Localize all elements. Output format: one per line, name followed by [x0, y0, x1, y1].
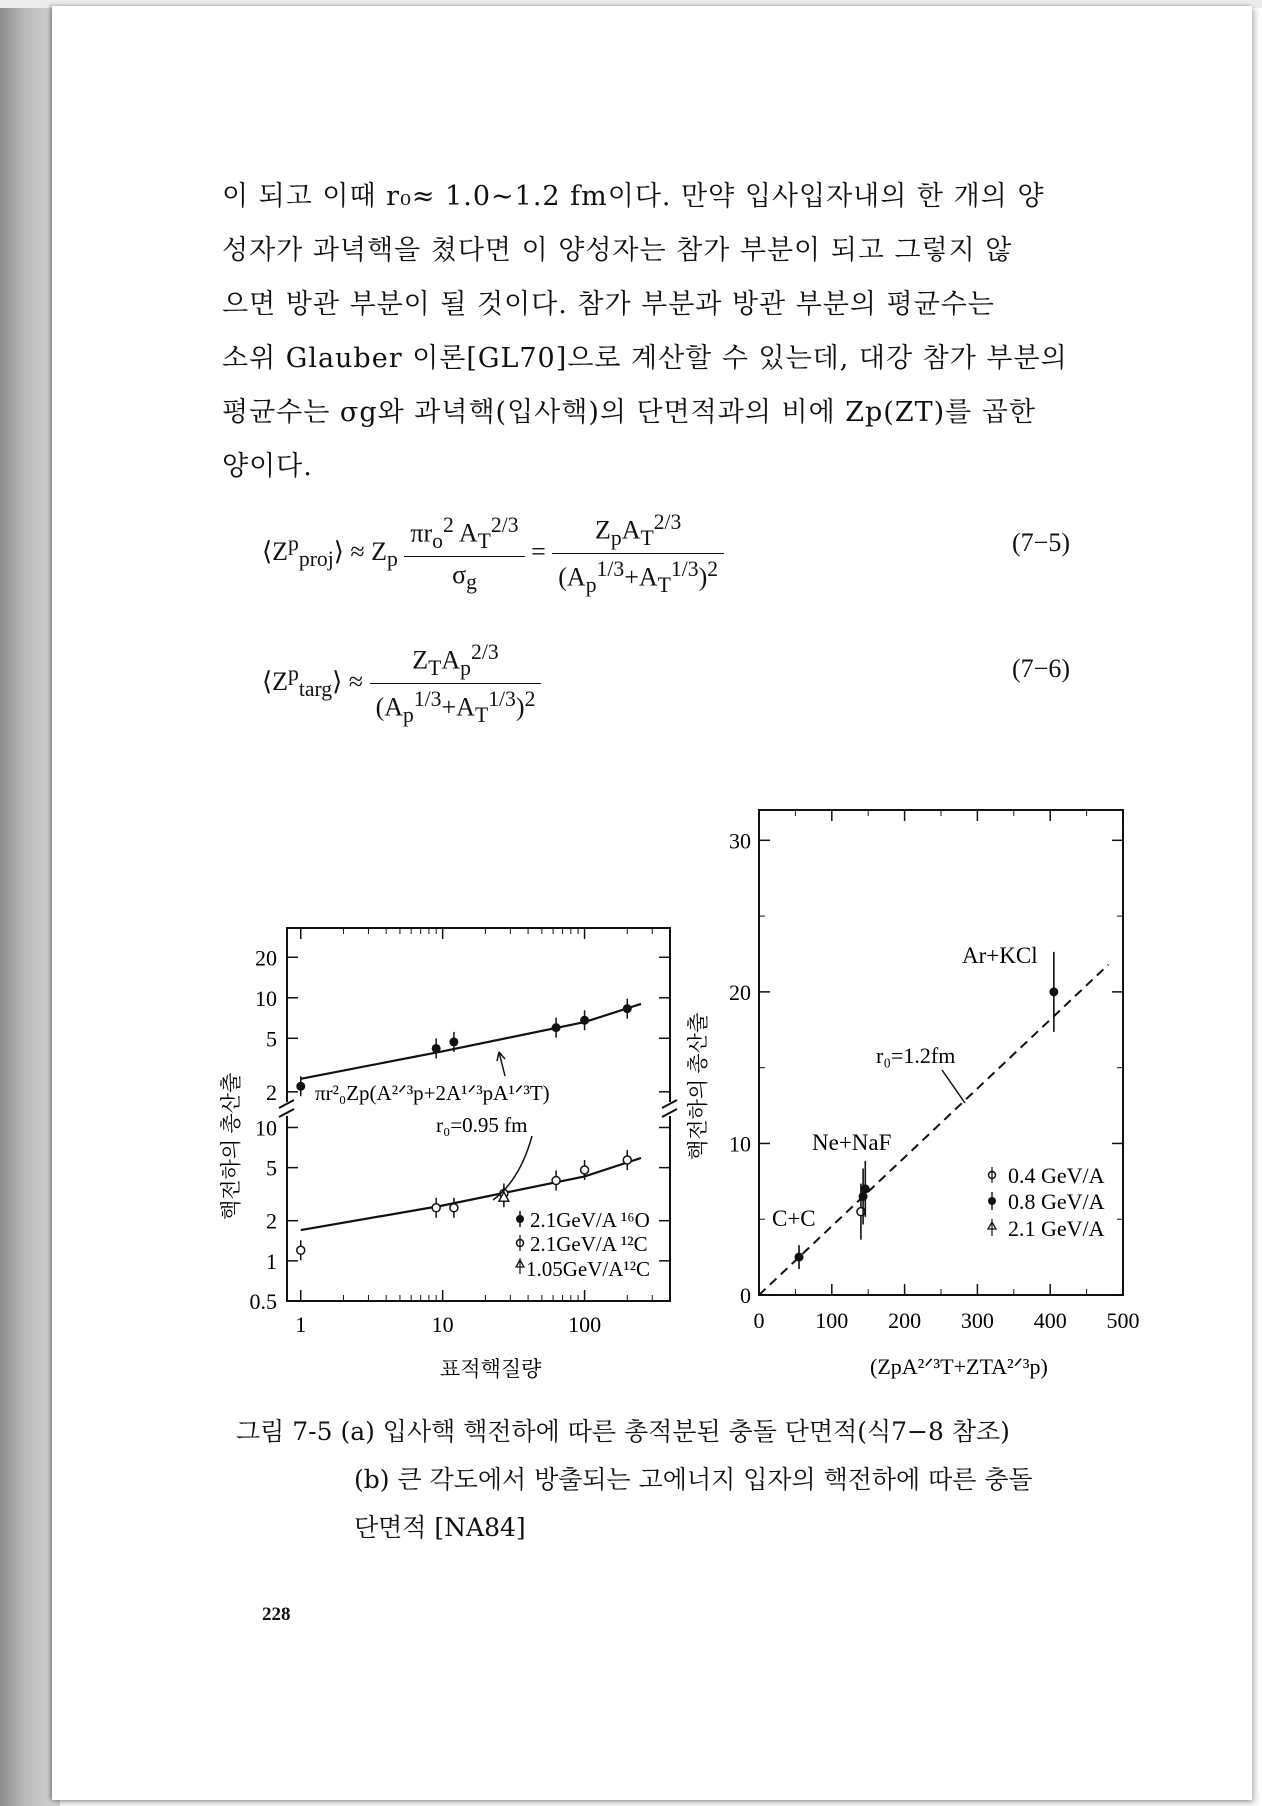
- panel-a-ytick-label: 5: [266, 1026, 277, 1052]
- equation-number-7-6: (7−6): [1012, 654, 1070, 683]
- caption-line-1: 그림 7-5 (a) 입사핵 핵전하에 따른 총적분된 충돌 단면적(식7−8 참조): [236, 1417, 1010, 1446]
- paragraph-line-2: 성자가 과녁핵을 쳤다면 이 양성자는 참가 부분이 되고 그렇지 않: [222, 235, 1013, 266]
- panel-b-legend: [988, 1163, 1105, 1241]
- panel-a-point-filled: [580, 1016, 589, 1025]
- paragraph-line-6: 양이다.: [222, 451, 313, 482]
- panel-a-ytick-label: 2: [266, 1208, 277, 1234]
- panel-b-xtick-label: 300: [960, 1308, 994, 1333]
- panel-a-ytick-label: 0.5: [249, 1289, 277, 1314]
- panel-b-xtick-label: 0: [753, 1308, 765, 1333]
- panel-a-ytick-label: 10: [255, 985, 277, 1011]
- panel-b-xtick-label: 500: [1106, 1308, 1140, 1333]
- panel-a-xtick-label: 1: [295, 1312, 307, 1337]
- panel-a-ytick-label: 20: [255, 945, 277, 971]
- panel-a-legend-3: 1.05GeV/A¹²C: [526, 1257, 651, 1281]
- panel-b-legend-2: 0.8 GeV/A: [1008, 1189, 1105, 1214]
- panel-a-point-open: [450, 1204, 458, 1212]
- panel-a-ytick-label: 5: [266, 1155, 277, 1181]
- panel-b-legend-1: 0.4 GeV/A: [1008, 1163, 1105, 1188]
- equation-number-7-5: (7−5): [1012, 528, 1070, 557]
- panel-b-point-filled: [795, 1253, 804, 1262]
- panel-b-label-ne-naf: Ne+NaF: [812, 1130, 892, 1155]
- eq1-numerator-2: $Z_pA_T^{2/3}$: [552, 510, 724, 554]
- panel-b-ytick-label: 20: [729, 979, 751, 1005]
- panel-a-point-filled: [623, 1004, 632, 1013]
- panel-b-point-filled: [1049, 987, 1058, 996]
- figure-caption: [236, 1408, 1166, 1552]
- panel-a-annotation-r0: r₀=0.95 fm: [436, 1113, 528, 1137]
- panel-a-fit-curve-upper: [301, 1004, 641, 1079]
- panel-b-ylabel: 핵전하의 총산출: [686, 1012, 710, 1160]
- panel-a-point-open: [552, 1177, 560, 1185]
- panel-a-point-filled: [449, 1037, 458, 1046]
- eq1-denominator-1: $\sigma_g$: [452, 559, 477, 594]
- panel-a-legend-2: 2.1GeV/A ¹²C: [530, 1232, 648, 1256]
- panel-a-legend: [516, 1208, 650, 1281]
- panel-b-ytick-label: 10: [729, 1131, 751, 1157]
- paragraph-line-5: 평균수는 σg와 과녁핵(입사핵)의 단면적과의 비에 Zp(ZT)를 곱한: [222, 397, 1036, 428]
- panel-a-xlabel: 표적핵질량: [440, 1357, 542, 1381]
- panel-a-annotation-formula: πr²₀Zp(A²ᐟ³p+2A¹ᐟ³pA¹ᐟ³T): [315, 1081, 550, 1105]
- paragraph-line-4: 소위 Glauber 이론[GL70]으로 계산할 수 있는데, 대강 참가 부분의: [222, 343, 1068, 374]
- panel-a-ytick-label: 2: [266, 1079, 277, 1105]
- caption-line-3: 단면적 [NA84]: [354, 1513, 526, 1542]
- panel-b-point-filled: [861, 1184, 870, 1193]
- panel-b-line-label-pointer: [942, 1070, 965, 1103]
- panel-a-point-filled: [432, 1044, 441, 1053]
- caption-line-2: (b) 큰 각도에서 방출되는 고에너지 입자의 핵전하에 따른 충돌: [354, 1465, 1033, 1494]
- panel-b-xtick-label: 400: [1033, 1308, 1067, 1333]
- eq1-equals: =: [531, 536, 546, 566]
- panel-b-xtick-label: 200: [888, 1308, 922, 1333]
- paragraph-line-1: 이 되고 이때 r₀≈ 1.0∼1.2 fm이다. 만약 입사입자내의 한 개의 양: [222, 181, 1045, 212]
- panel-a-point-filled: [296, 1082, 305, 1091]
- panel-b-ytick-label: 0: [740, 1283, 751, 1308]
- page-number: 228: [262, 1604, 291, 1625]
- eq2-numerator: $Z_TA_p^{2/3}$: [370, 640, 542, 684]
- panel-b-line-label: r₀=1.2fm: [876, 1043, 956, 1068]
- panel-a-point-open: [581, 1166, 589, 1174]
- panel-a-ylabel: 핵전하의 총산출: [219, 1072, 243, 1220]
- panel-a-point-filled: [552, 1023, 561, 1032]
- panel-b-legend-3: 2.1 GeV/A: [1008, 1216, 1105, 1241]
- paragraph-line-3: 으면 방관 부분이 될 것이다. 참가 부분과 방관 부분의 평균수는: [222, 289, 995, 320]
- eq2-denominator: $(A_p^{1/3}+A_T^{1/3})^2$: [375, 686, 536, 727]
- panel-a-ytick-label: 1: [266, 1248, 277, 1274]
- panel-a-point-open: [623, 1156, 631, 1164]
- panel-b-xtick-label: 100: [815, 1308, 849, 1333]
- panel-a-point-open: [297, 1246, 305, 1254]
- panel-b-ytick-label: 30: [729, 828, 751, 854]
- panel-a-xtick-label: 100: [568, 1312, 602, 1337]
- chart-panel-a: [219, 928, 677, 1381]
- panel-b-label-c-c: C+C: [772, 1206, 816, 1231]
- panel-a-ytick-label: 10: [255, 1115, 277, 1141]
- panel-a-point-open: [432, 1204, 440, 1212]
- panel-b-xlabel: (ZpA²ᐟ³T+ZTA²ᐟ³p): [870, 1354, 1048, 1379]
- panel-a-xtick-label: 10: [431, 1312, 454, 1337]
- panel-b-point-filled: [859, 1192, 868, 1201]
- panel-b-label-ar-kcl: Ar+KCl: [962, 943, 1038, 968]
- eq1-numerator-1: $\pi r_o^2$ $A_T^{2/3}$: [404, 513, 524, 557]
- panel-a-legend-1: 2.1GeV/A ¹⁶O: [530, 1208, 650, 1232]
- eq1-lhs: $⟨Z^p_{proj}⟩ \approx Z_p$: [262, 531, 398, 571]
- chart-panel-b: [686, 810, 1140, 1379]
- eq2-lhs: $⟨Z^p_{targ}⟩$ ≈: [262, 661, 364, 701]
- eq1-denominator-2: $(A_p^{1/3}+A_T^{1/3})^2$: [558, 556, 719, 597]
